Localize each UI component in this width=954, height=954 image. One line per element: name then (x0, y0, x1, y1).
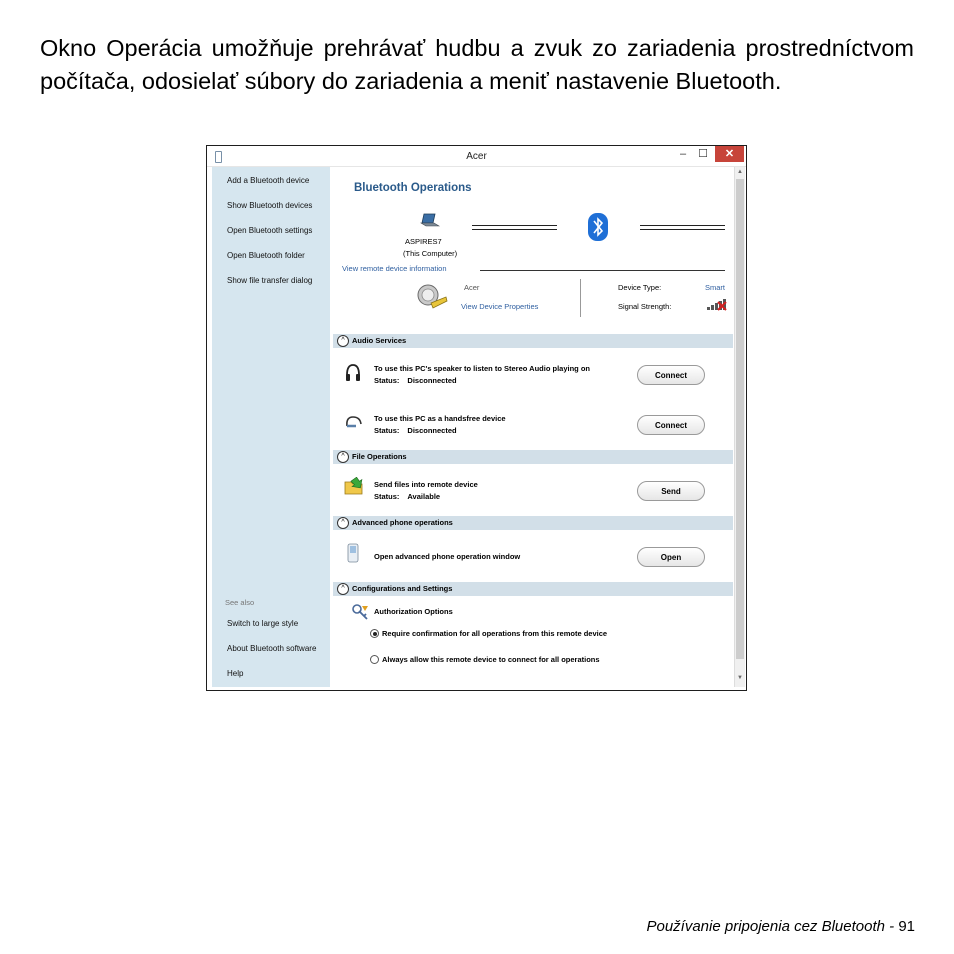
connection-line-right (640, 225, 725, 230)
section-title: Advanced phone operations (352, 518, 453, 527)
audio-handsfree-text: To use this PC as a handsfree device (374, 414, 506, 423)
open-button[interactable]: Open (637, 547, 705, 567)
send-files-text: Send files into remote device (374, 480, 478, 489)
remote-separator (580, 279, 581, 317)
send-button[interactable]: Send (637, 481, 705, 501)
section-advanced-phone[interactable] (333, 516, 733, 530)
section-title: File Operations (352, 452, 407, 461)
page-title: Bluetooth Operations (354, 182, 472, 194)
remote-divider (480, 270, 725, 271)
section-title: Audio Services (352, 336, 407, 345)
audio-stereo-text: To use this PC's speaker to listen to Stereo Audio playing on (374, 364, 590, 373)
footer-text: Používanie pripojenia cez Bluetooth - (646, 918, 895, 935)
minimize-button[interactable]: – (679, 148, 687, 160)
sidebar-item-open-folder[interactable]: Open Bluetooth folder (227, 251, 305, 260)
chevron-up-icon[interactable]: ^ (337, 583, 349, 595)
title-bar[interactable] (207, 146, 746, 167)
signal-strength-label: Signal Strength: (618, 302, 672, 311)
vertical-scrollbar[interactable] (734, 167, 745, 687)
sidebar-item-add-device[interactable]: Add a Bluetooth device (227, 176, 310, 185)
headset-icon (344, 414, 364, 430)
send-files-status: Status: Available (374, 492, 441, 501)
computer-name: ASPIRES7 (405, 237, 442, 246)
page-footer (646, 918, 915, 935)
signal-strength-icon (706, 298, 728, 311)
sidebar-item-file-transfer[interactable]: Show file transfer dialog (227, 276, 313, 285)
view-remote-link[interactable]: View remote device information (342, 264, 447, 273)
authorization-title: Authorization Options (374, 607, 453, 616)
scroll-down-icon[interactable]: ▼ (737, 675, 743, 681)
device-type-value: Smart (705, 283, 726, 292)
scroll-up-icon[interactable]: ▲ (737, 169, 743, 175)
close-button[interactable]: ✕ (715, 146, 744, 162)
intro-paragraph: Okno Operácia umožňuje prehrávať hudbu a zvuk zo zariadenia prostredníctvom počítača, odosielať súbory do zariadenia a meniť nastavenie Bluetooth. (40, 35, 914, 94)
folder-send-icon (344, 477, 364, 495)
authorization-icon (351, 603, 369, 621)
require-confirmation-label: Require confirmation for all operations from this remote device (382, 629, 608, 638)
laptop-icon (420, 213, 440, 229)
radio-require-confirmation[interactable] (370, 629, 379, 638)
sidebar-item-about[interactable]: About Bluetooth software (227, 644, 317, 653)
sidebar-item-show-devices[interactable]: Show Bluetooth devices (227, 201, 313, 210)
phone-icon (347, 543, 359, 563)
window-title: Acer (466, 151, 487, 162)
sidebar (212, 167, 330, 687)
scrollbar-thumb[interactable] (736, 179, 744, 659)
maximize-button[interactable]: ☐ (698, 148, 708, 160)
sidebar-item-open-settings[interactable]: Open Bluetooth settings (227, 226, 313, 235)
phone-window-text: Open advanced phone operation window (374, 552, 521, 561)
section-file-operations[interactable] (333, 450, 733, 464)
computer-note: (This Computer) (403, 249, 458, 258)
section-configurations[interactable] (333, 582, 733, 596)
main-content (331, 167, 734, 687)
audio-handsfree-status: Status: Disconnected (374, 426, 457, 435)
section-audio-services[interactable] (333, 334, 733, 348)
radio-always-allow[interactable] (370, 655, 379, 664)
device-type-label: Device Type: (618, 283, 662, 292)
view-device-properties-link[interactable]: View Device Properties (461, 302, 539, 311)
headphones-icon (345, 363, 361, 383)
sidebar-item-large-style[interactable]: Switch to large style (227, 619, 299, 628)
chevron-up-icon[interactable]: ^ (337, 335, 349, 347)
audio-stereo-status: Status: Disconnected (374, 376, 457, 385)
sidebar-item-help[interactable]: Help (227, 669, 244, 678)
connect-stereo-button[interactable]: Connect (637, 365, 705, 385)
remote-device-name: Acer (464, 283, 480, 292)
bluetooth-window (206, 145, 747, 691)
remote-device-icon (415, 279, 449, 311)
chevron-up-icon[interactable]: ^ (337, 451, 349, 463)
always-allow-label: Always allow this remote device to connect for all operations (382, 655, 600, 664)
bluetooth-icon (588, 213, 608, 241)
see-also-label: See also (225, 598, 255, 607)
page-number: 91 (898, 918, 915, 935)
chevron-up-icon[interactable]: ^ (337, 517, 349, 529)
section-title: Configurations and Settings (352, 584, 453, 593)
connection-line-left (472, 225, 557, 230)
connect-handsfree-button[interactable]: Connect (637, 415, 705, 435)
